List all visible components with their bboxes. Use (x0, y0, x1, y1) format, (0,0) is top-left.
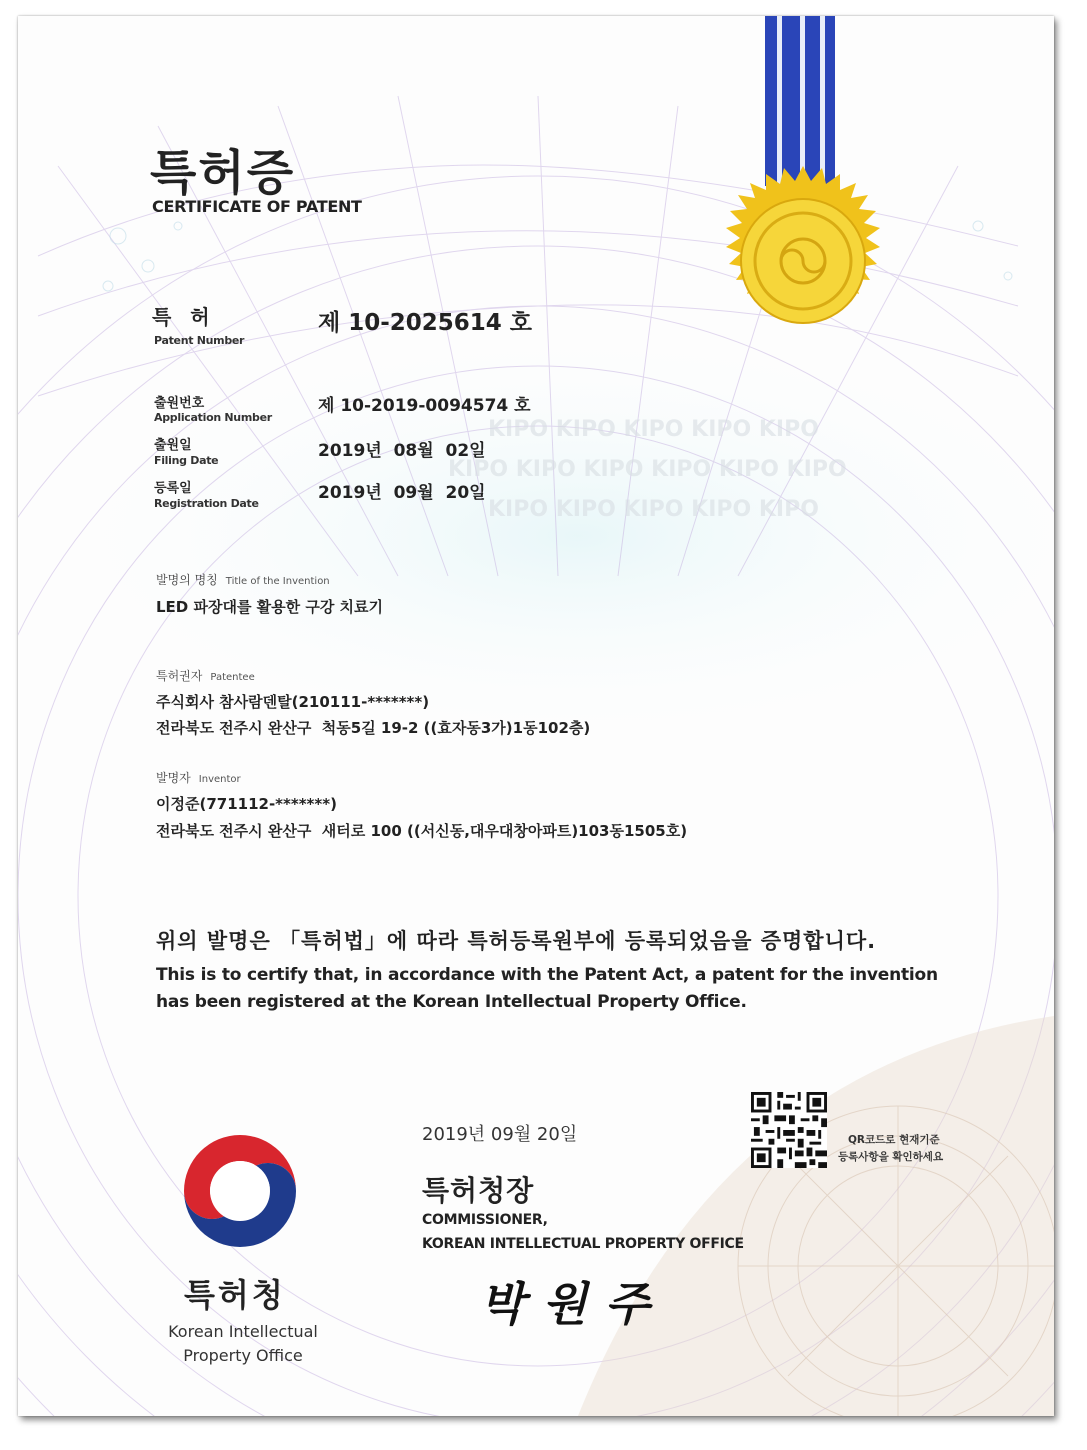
application-number-label-ko: 출원번호 (154, 396, 205, 411)
filing-date-label-en: Filing Date (154, 454, 219, 467)
patentee-label-en: Patentee (210, 672, 255, 683)
inventor-label-en: Inventor (198, 774, 241, 785)
certification-statement-en-line1: This is to certify that, in accordance with the Patent Act, a patent for the invention (156, 965, 938, 985)
patentee-label (156, 667, 255, 684)
registration-date-value: 2019년 09월 20일 (318, 483, 486, 503)
inventor-address: 전라북도 전주시 완산구 새터로 100 ((서신동,대우대창아파트)103동1505호) (156, 822, 688, 840)
inventor-label-ko: 발명자 (156, 771, 191, 785)
certificate-sheet (18, 16, 1054, 1416)
certification-statement-en-line2: has been registered at the Korean Intellectual Property Office. (156, 992, 747, 1012)
commissioner-signature: 박원주 (480, 1277, 668, 1331)
qr-note-line2: 등록사항을 확인하세요 (838, 1151, 944, 1163)
patentee-address: 전라북도 전주시 완산구 척동5길 19-2 ((효자동3가)1동102층) (156, 719, 591, 737)
filing-date-label-ko: 출원일 (154, 438, 192, 453)
patent-number-label-en: Patent Number (154, 334, 245, 347)
office-name-en-line2: Property Office (183, 1346, 303, 1365)
certificate-title-en: CERTIFICATE OF PATENT (152, 197, 362, 216)
filing-date-value: 2019년 08월 02일 (318, 441, 486, 461)
invention-title-label (156, 571, 330, 588)
qr-code-icon[interactable] (750, 1092, 828, 1168)
office-name-en-line1: Korean Intellectual (168, 1322, 318, 1341)
gold-seal (708, 16, 948, 356)
svg-text:KIPO KIPO KIPO KIPO KIPO: KIPO KIPO KIPO KIPO KIPO (488, 497, 819, 522)
svg-text:KIPO KIPO KIPO KIPO KIPO: KIPO KIPO KIPO KIPO KIPO (488, 417, 819, 442)
patentee-label-ko: 특허권자 (156, 669, 203, 683)
inventor-label (156, 769, 241, 786)
commissioner-title-en-line1: COMMISSIONER, (422, 1212, 548, 1228)
application-number-label-en: Application Number (154, 411, 272, 424)
patent-number-value: 제 10-2025614 호 (318, 310, 533, 336)
certificate-title-ko: 특허증 (150, 145, 296, 201)
qr-note-line1: QR코드로 현재기준 (848, 1134, 940, 1146)
patentee-name: 주식회사 참사람덴탈(210111-*******) (156, 693, 430, 711)
office-name-en (158, 1320, 328, 1368)
certification-statement-ko: 위의 발명은 「특허법」에 따라 특허등록원부에 등록되었음을 증명합니다. (156, 929, 877, 953)
patent-number-label-ko: 특 허 (152, 305, 216, 329)
registration-date-label-en: Registration Date (154, 497, 259, 510)
invention-title-label-en: Title of the Invention (225, 576, 330, 587)
issue-date: 2019년 09월 20일 (422, 1124, 578, 1145)
office-name-ko: 특허청 (184, 1276, 286, 1314)
commissioner-title-en-line2: KOREAN INTELLECTUAL PROPERTY OFFICE (422, 1236, 744, 1252)
inventor-name: 이정준(771112-*******) (156, 795, 337, 813)
qr-note (838, 1132, 943, 1166)
kipo-taegeuk-logo-icon (178, 1129, 302, 1253)
registration-date-label-ko: 등록일 (154, 481, 192, 496)
invention-title: LED 파장대를 활용한 구강 치료기 (156, 598, 384, 616)
application-number-value: 제 10-2019-0094574 호 (318, 396, 531, 416)
commissioner-title-en (422, 1208, 744, 1256)
commissioner-title-ko: 특허청장 (422, 1174, 535, 1207)
invention-title-label-ko: 발명의 명칭 (156, 573, 218, 587)
svg-text:KIPO KIPO KIPO KIPO KIPO KIPO: KIPO KIPO KIPO KIPO KIPO KIPO (448, 457, 847, 482)
